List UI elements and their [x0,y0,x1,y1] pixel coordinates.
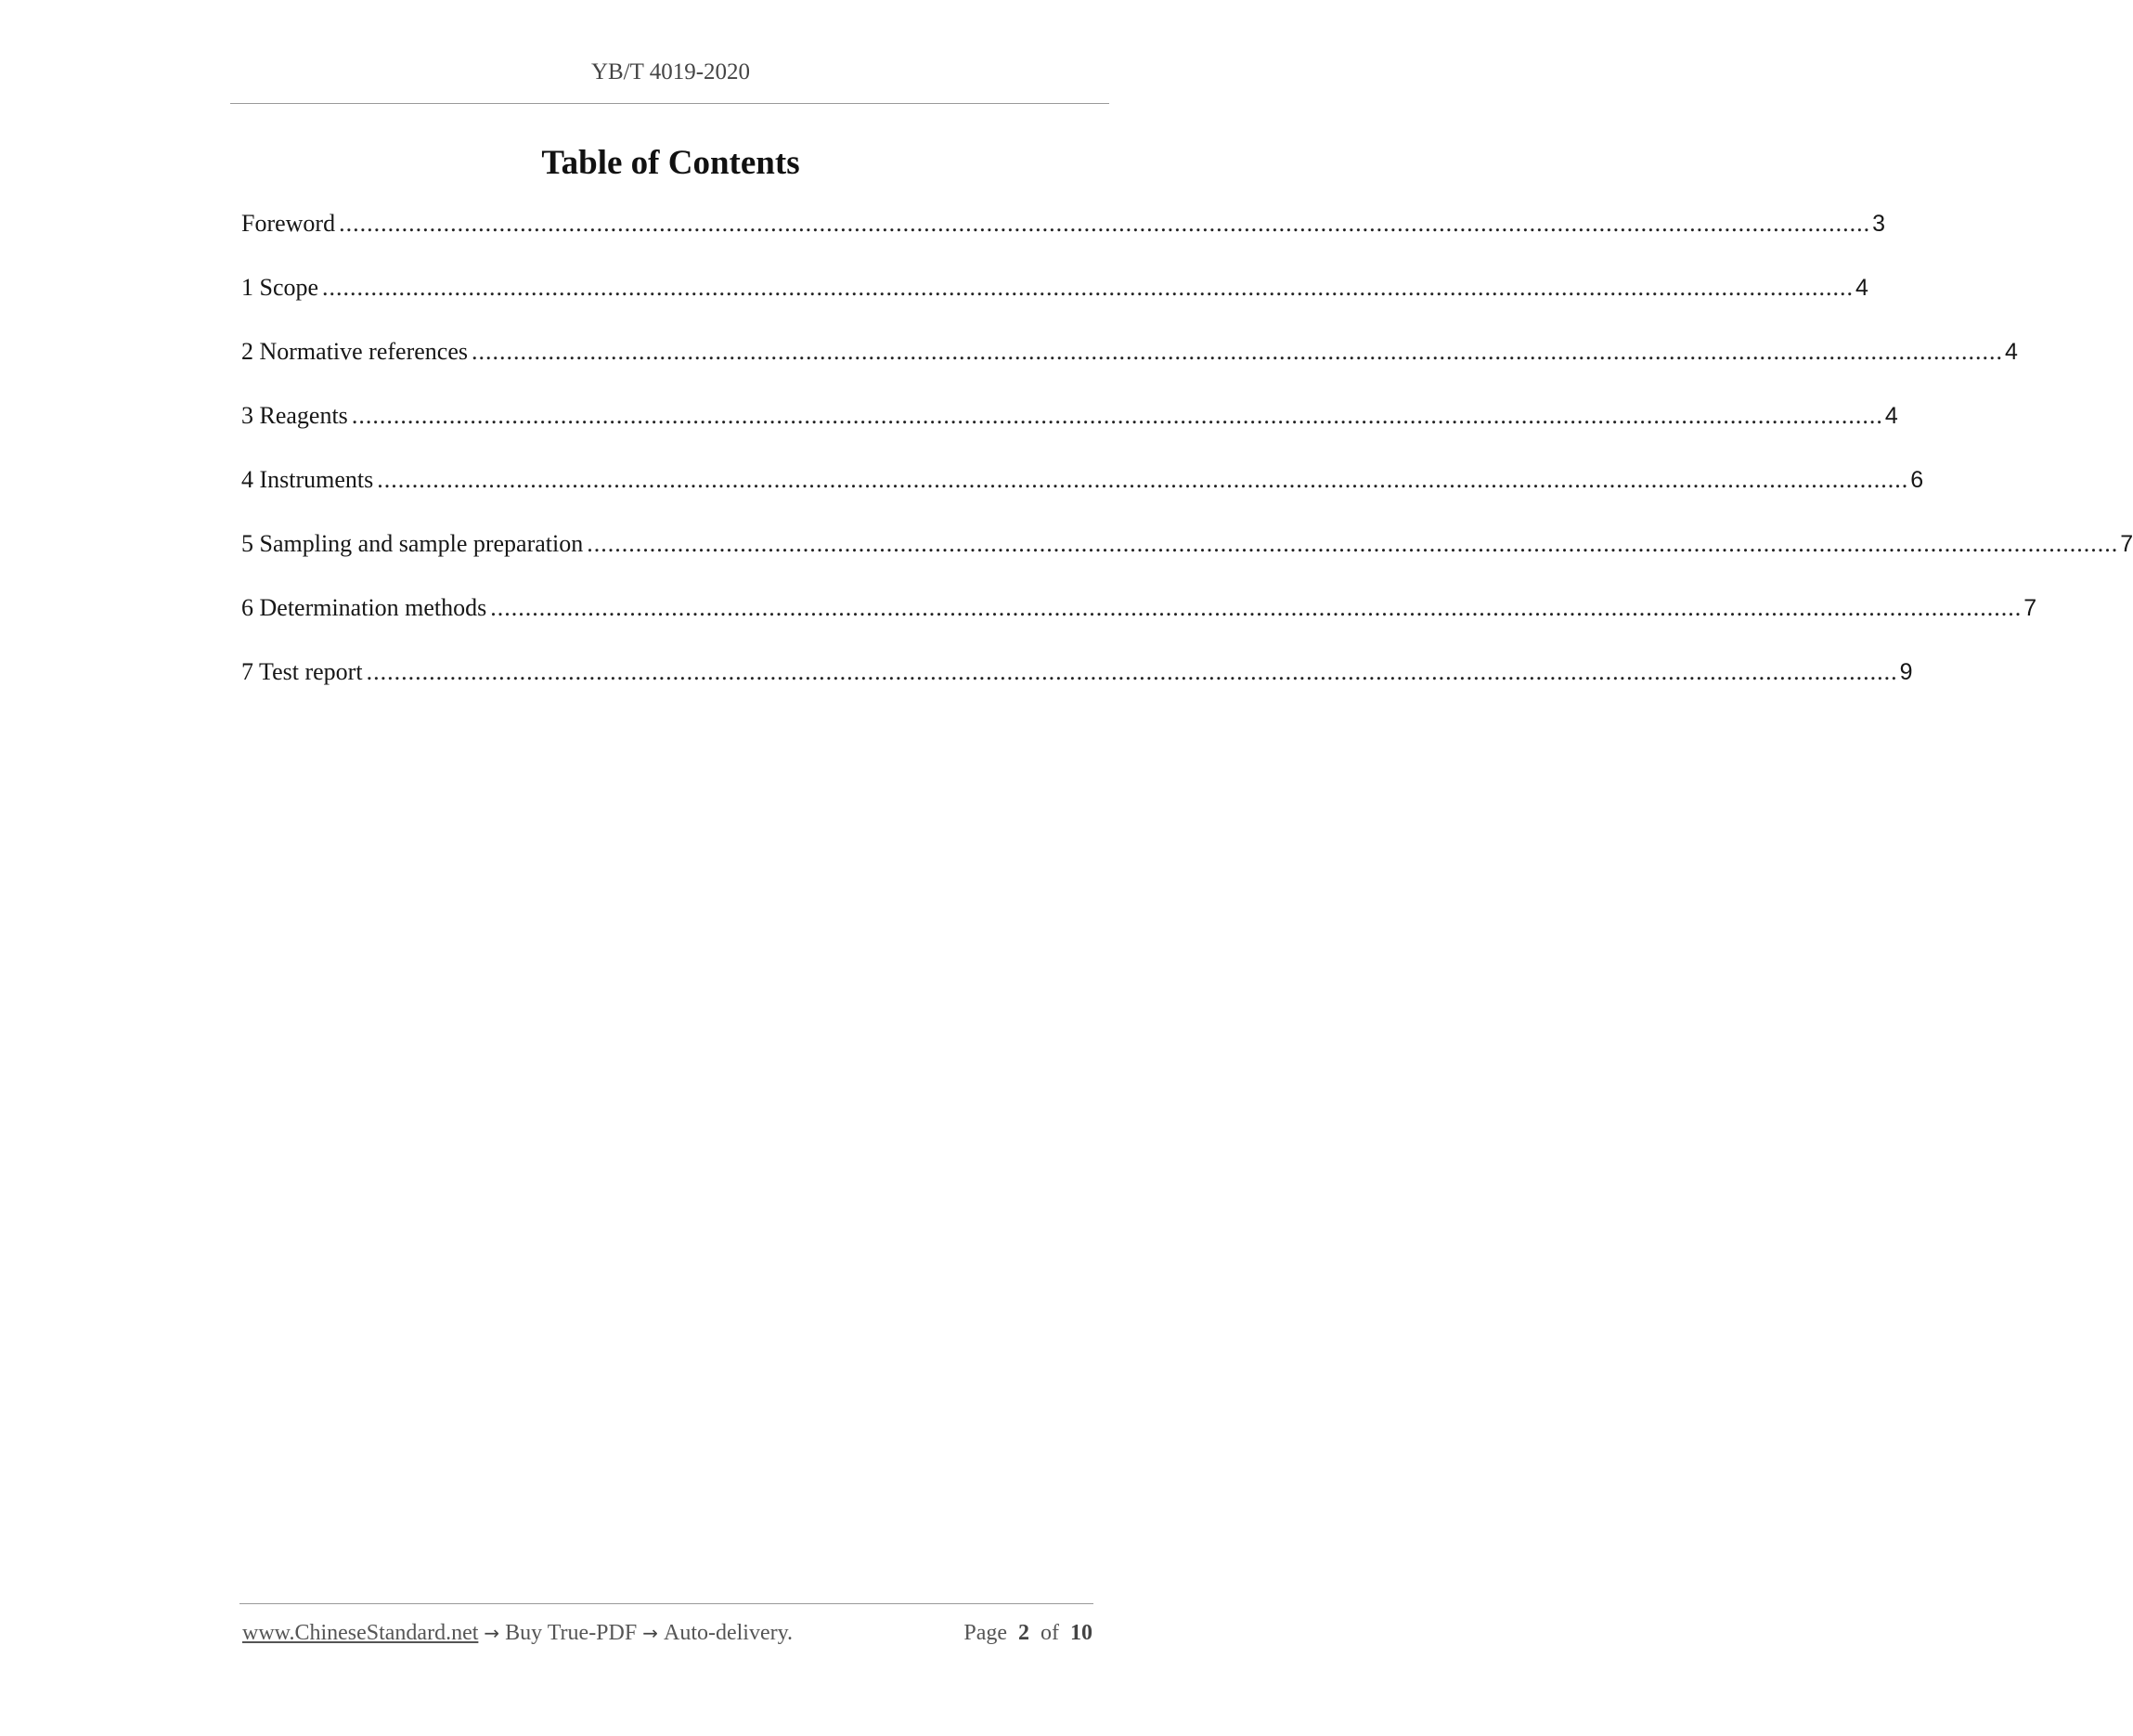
toc-entry-label: 5 Sampling and sample preparation [241,530,584,557]
toc-entry-label: 2 Normative references [241,338,468,365]
toc-entry-page: 4 [1855,275,1868,301]
header-divider [230,103,1109,104]
page-total: 10 [1070,1621,1092,1645]
toc-entry-foreword[interactable] [241,210,1885,274]
toc-entry-scope[interactable] [241,274,1868,338]
toc-dot-leader: ............................................................................................................................................................................................................................ [339,210,1871,237]
toc-entry-test-report[interactable] [241,658,1913,722]
right-arrow-icon: → [484,1622,500,1644]
buy-true-pdf-text: Buy True-PDF [505,1621,638,1645]
right-arrow-icon: → [642,1622,658,1644]
toc-entry-reagents[interactable] [241,402,1898,466]
toc-entry-page: 9 [1899,659,1913,685]
toc-entry-label: 4 Instruments [241,466,374,493]
document-code-header: YB/T 4019-2020 [590,59,751,84]
toc-entry-label: 1 Scope [241,274,319,301]
toc-entry-instruments[interactable] [241,466,1924,530]
toc-entry-determination-methods[interactable] [241,594,2037,658]
toc-entry-page: 6 [1910,467,1924,493]
site-link[interactable]: www.ChineseStandard.net [242,1621,479,1645]
page-current: 2 [1018,1621,1029,1645]
toc-entry-page: 4 [1884,403,1898,429]
toc-dot-leader: ............................................................................................................................................................................................................................ [322,274,1855,301]
of-word: of [1041,1621,1059,1645]
toc-entry-normative-references[interactable] [241,338,2018,402]
toc-entry-page: 7 [2023,595,2037,621]
auto-delivery-text: Auto-delivery. [663,1621,794,1645]
toc-entry-label: 3 Reagents [241,402,348,429]
toc-dot-leader: ............................................................................................................................................................................................................................ [490,594,2023,621]
toc-dot-leader: ............................................................................................................................................................................................................................ [366,658,1898,685]
toc-entry-page: 3 [1872,211,1885,237]
toc-entry-label: 7 Test report [241,658,363,685]
toc-entry-sampling[interactable] [241,530,2133,594]
toc-dot-leader: ............................................................................................................................................................................................................................ [351,402,1883,429]
toc-entry-label: 6 Determination methods [241,594,487,621]
toc-entry-page: 4 [2004,339,2018,365]
page-number [963,1621,1092,1646]
footer-divider [239,1603,1093,1604]
page-footer [242,1621,1092,1652]
toc-dot-leader: ............................................................................................................................................................................................................................ [377,466,1909,493]
toc-dot-leader: ............................................................................................................................................................................................................................ [471,338,2003,365]
toc-title: Table of Contents [541,144,800,182]
page-word: Page [963,1621,1007,1645]
toc-list [241,210,2133,722]
toc-entry-page: 7 [2120,531,2133,557]
toc-dot-leader: ............................................................................................................................................................................................................................ [587,530,2119,557]
toc-entry-label: Foreword [241,210,336,237]
footer-purchase-line [242,1621,793,1646]
